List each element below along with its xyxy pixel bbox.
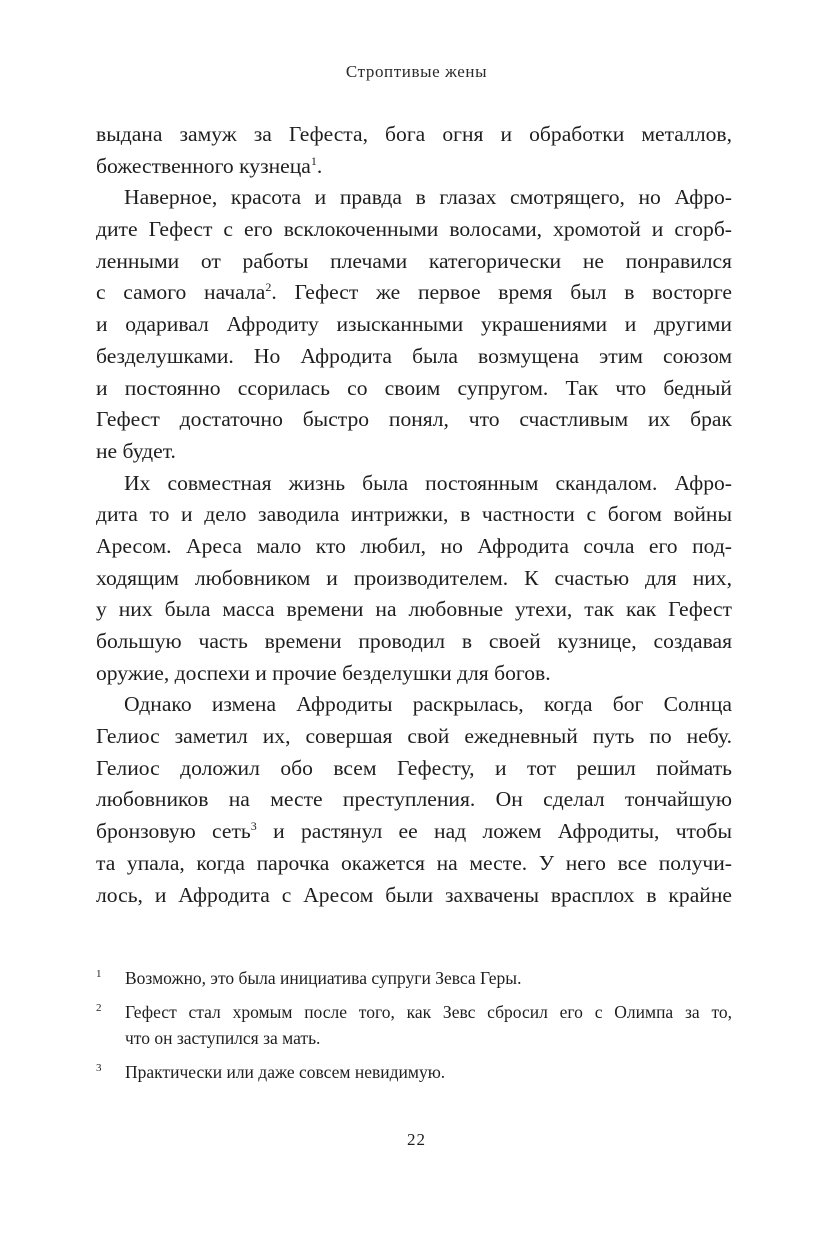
text-line: Их совместная жизнь была постоянным скандалом. Афро-: [124, 470, 732, 495]
text-line: бронзовую сеть$^3$ и растянул ее над ложем Афродиты, чтобы: [96, 819, 733, 844]
text-line: большую часть времени проводил в своей кузнице, создавая: [96, 629, 732, 653]
page-number: 22: [407, 1130, 426, 1149]
text-line: божественного кузнеца$^1$.: [96, 153, 323, 178]
footnote-ref-3[interactable]: 3: [250, 819, 257, 834]
text-line: лось, и Афродита с Аресом были захвачены врасплох в крайне: [96, 882, 732, 907]
footnote-1: [96, 965, 732, 991]
main-text: [96, 119, 732, 911]
text-line: ходящим любовником и производителем. К счастью для них,: [96, 565, 732, 590]
text-line: Аресом. Ареса мало кто любил, но Афродита сочла его под-: [96, 533, 732, 558]
text-line: Гефест достаточно быстро понял, что счастливым их брак: [96, 407, 732, 432]
text-line: с самого начала$^2$. Гефест же первое время был в восторге: [96, 280, 732, 305]
footnote-mark: 2: [96, 1002, 102, 1014]
footnotes-section: [96, 965, 732, 1093]
text-line: Гелиос доложил обо всем Гефесту, и тот решил поймать: [96, 755, 732, 780]
text-line: Однако измена Афродиты раскрылась, когда бог Солнца: [124, 692, 732, 717]
footnote-ref-1[interactable]: 1: [310, 153, 317, 168]
text-line: любовников на месте преступления. Он сделал тончайшую: [96, 787, 732, 812]
running-header: Строптивые жены: [345, 62, 488, 81]
footnote-3: [96, 1059, 732, 1085]
footnote-text: Гефест стал хромым после того, как Зевс сбросил его с Олимпа за то,: [125, 1002, 732, 1022]
footnote-text: Практически или даже совсем невидимую.: [125, 1062, 446, 1082]
text-line: дите Гефест с его всклокоченными волосами, хромотой и сгорб-: [96, 217, 732, 242]
footnote-ref-2[interactable]: 2: [265, 280, 272, 295]
footnote-2: [96, 999, 732, 1051]
text-line: та упала, когда парочка окажется на месте. У него все получи-: [96, 850, 732, 875]
text-line: безделушками. Но Афродита была возмущена этим союзом: [96, 343, 732, 368]
text-line: выдана замуж за Гефеста, бога огня и обработки металлов,: [96, 122, 732, 146]
text-line: и одаривал Афродиту изысканными украшениями и другими: [96, 312, 732, 337]
text-line: оружие, доспехи и прочие безделушки для богов.: [96, 660, 551, 685]
text-line: дита то и дело заводила интрижки, в частности с богом войны: [96, 502, 732, 527]
footnote-text: что он заступился за мать.: [125, 1028, 321, 1048]
footnote-mark: 3: [96, 1062, 102, 1074]
footnote-text: Возможно, это была инициатива супруги Зевса Геры.: [125, 968, 522, 988]
text-line: у них была масса времени на любовные утехи, так как Гефест: [96, 597, 732, 622]
text-line: ленными от работы плечами категорически не понравился: [96, 248, 732, 273]
footnote-mark: 1: [96, 968, 102, 980]
text-line: Гелиос заметил их, совершая свой ежедневный путь по небу.: [96, 724, 732, 749]
text-line: Наверное, красота и правда в глазах смотрящего, но Афро-: [124, 185, 732, 210]
text-line: и постоянно ссорилась со своим супругом. Так что бедный: [96, 375, 732, 400]
text-line: не будет.: [96, 438, 176, 463]
